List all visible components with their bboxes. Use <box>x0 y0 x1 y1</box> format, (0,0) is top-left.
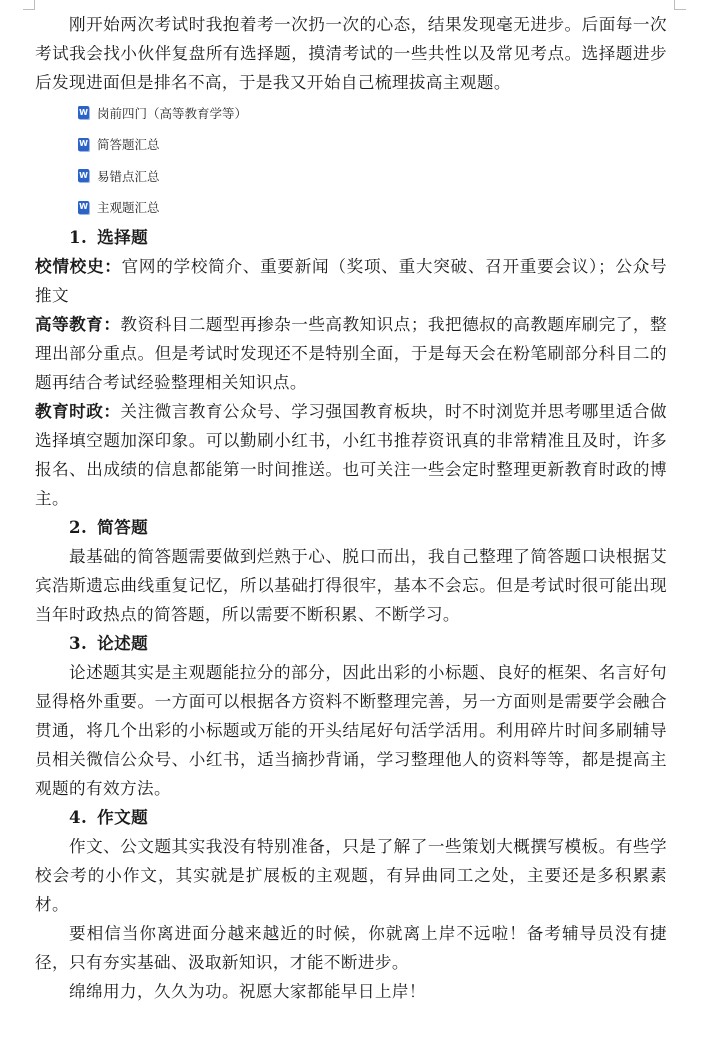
word-doc-icon: W <box>78 106 89 119</box>
section-heading-short-answer <box>35 513 667 542</box>
attachment-list <box>78 97 667 223</box>
attachment-label: 易错点汇总 <box>97 168 160 184</box>
section-number: 4. <box>69 807 88 827</box>
closing-blessing: 绵绵用力，久久为功。祝愿大家都能早日上岸！ <box>69 982 426 1001</box>
section-heading-essay <box>35 629 667 658</box>
essay-paragraph: 论述题其实是主观题能拉分的部分，因此出彩的小标题、良好的框架、名言好句显得格外重要。一方面可以根据各方资料不断整理完善，另一方面则是需要学会融合贯通，将几个出彩的小标题或万能的开头结尾好句活学活用。利用碎片时间多刷辅导员相关微信公众号、小红书，适当摘抄背诵，学习整理他人的资料等等，都是提高主观题的有效方法。 <box>35 663 667 798</box>
item-text: 教资科目二题型再掺杂一些高教知识点；我把德叔的高教题库刷完了，整理出部分重点。但是考试时发现还不是特别全面，于是每天会在粉笔刷部分科目二的题再结合考试经验整理相关知识点。 <box>35 315 667 392</box>
page-corner-mark <box>674 0 685 10</box>
intro-paragraph: 刚开始两次考试时我抱着考一次扔一次的心态，结果发现毫无进步。后面每一次考试我会找小伙伴复盘所有选择题，摸清考试的一些共性以及常见考点。选择题进步后发现进面但是排名不高，于是我又开始自己梳理拔高主观题。 <box>35 15 667 92</box>
section-title: 选择题 <box>97 227 149 247</box>
composition-paragraph: 作文、公文题其实我没有特别准备，只是了解了一些策划大概撰写模板。有些学校会考的小作文，其实就是扩展板的主观题，有异曲同工之处，主要还是多积累素材。 <box>35 837 667 914</box>
word-doc-icon: W <box>78 138 89 151</box>
section-title: 作文题 <box>97 807 149 827</box>
item-lead: 教育时政： <box>35 401 121 421</box>
section-title: 简答题 <box>97 517 149 537</box>
section-number: 3. <box>69 633 88 653</box>
page-corner-mark <box>24 0 35 10</box>
section-number: 2. <box>69 517 88 537</box>
section-number: 1. <box>69 227 88 247</box>
item-text: 官网的学校简介、重要新闻（奖项、重大突破、召开重要会议）；公众号推文 <box>35 257 668 305</box>
item-text: 关注微言教育公众号、学习强国教育板块，时不时浏览并思考哪里适合做选择填空题加深印象。可以勤刷小红书，小红书推荐资讯真的非常精准且及时，许多报名、出成绩的信息都能第一时间推送。也可关注一些会定时整理更新教育时政的博主。 <box>35 402 667 508</box>
document-body <box>35 10 667 1006</box>
choice-item-education-news <box>35 397 667 513</box>
choice-item-school-history <box>35 252 667 310</box>
choice-item-higher-education <box>35 310 667 397</box>
short-answer-paragraph: 最基础的简答题需要做到烂熟于心、脱口而出，我自己整理了简答题口诀根据艾宾浩斯遗忘曲线重复记忆，所以基础打得很牢，基本不会忘。但是考试时很可能出现当年时政热点的简答题，所以需要不断积累、不断学习。 <box>35 547 667 624</box>
word-doc-icon: W <box>78 201 89 214</box>
attachment-item[interactable] <box>78 97 667 129</box>
closing-paragraph: 要相信当你离进面分越来越近的时候，你就离上岸不远啦！备考辅导员没有捷径，只有夯实基础、汲取新知识，才能不断进步。 <box>35 924 667 972</box>
word-doc-icon: W <box>78 169 89 182</box>
attachment-label: 主观题汇总 <box>97 200 160 216</box>
attachment-item[interactable] <box>78 192 667 224</box>
attachment-item[interactable] <box>78 160 667 192</box>
item-lead: 校情校史： <box>35 256 122 276</box>
section-heading-choice <box>35 223 667 252</box>
item-lead: 高等教育： <box>35 314 121 334</box>
attachment-label: 岗前四门（高等教育学等） <box>97 105 248 121</box>
attachment-label: 简答题汇总 <box>97 137 160 153</box>
section-heading-composition <box>35 803 667 832</box>
attachment-item[interactable] <box>78 129 667 161</box>
section-title: 论述题 <box>97 633 149 653</box>
